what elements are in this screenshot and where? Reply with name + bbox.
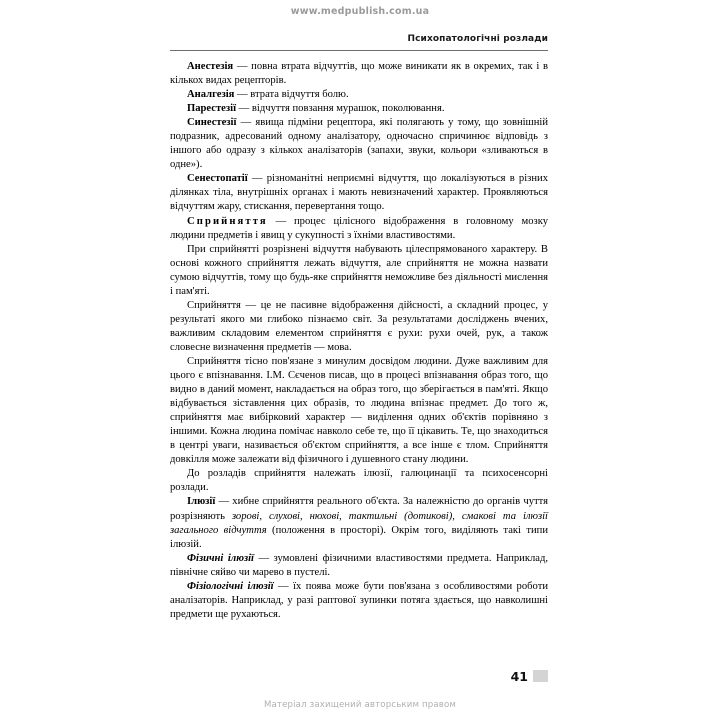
text-parestezii: — відчуття повзання мурашок, поколювання. xyxy=(236,103,445,115)
term-senestopatii: Сенестопатії xyxy=(187,173,248,185)
running-head-title: Психопатологічні розлади xyxy=(407,34,548,44)
text-spryiniattia-process: Сприйняття — це не пасивне відображення дійсності, а складний процес, у результаті якого ми глибоко пізнаємо світ. За результатами досліджень вчених, важливим складовим елементом сприйняття є рухи: рухи очей, рук, а також словесне визначення предметів — мова. xyxy=(170,299,548,353)
text-anesteziya: — повна втрата відчуттів, що може виникати як в окремих, так і в кількох видах рецепторів. xyxy=(170,61,548,87)
term-anesteziya: Анестезія xyxy=(187,61,234,72)
term-synesteziyi: Синестезії xyxy=(187,117,237,129)
folio-area xyxy=(170,667,548,683)
paragraph-pry-spryiniatti xyxy=(170,243,548,299)
term-parestezii: Парестезії xyxy=(187,103,237,115)
paragraph-analgeziya xyxy=(170,88,548,102)
paragraph-parestezii xyxy=(170,102,548,116)
text-spryiniattia-dosvid: Сприйняття тісно пов'язане з минулим досвідом людини. Дуже важливим для цього є впізнавання. І.М. Сєченов писав, що в процесі впізнавання образ того, що видно в даний момент, накладається на образ того, що зберігається в пам'яті. Якщо відбувається зіставлення цих образів, то людина впізнає предмет. До того ж, сприйняття має вибірковий характер — виділення одних об'єктів порівняно з іншими. Кожна людина помічає навколо себе те, що її цікавить. Те, що знаходиться в центрі уваги, називається об'єктом сприйняття, а все інше є тлом. Сприйняття довкілля може залежати від фізичного і душевного стану людини. xyxy=(170,355,548,466)
body-text-column xyxy=(170,60,548,622)
paragraph-fizychni-iliuzii xyxy=(170,552,548,580)
paragraph-synesteziyi xyxy=(170,116,548,172)
text-iliuzii-before: — хибне сприйняття реального об'єкта. За належністю до органів чуття розрізняють xyxy=(170,496,548,522)
text-pry-spryiniatti: При сприйнятті розрізнені відчуття набувають цілеспрямованого характеру. В основі кожного сприйняття лежать відчуття, але сприйняття не можна назвати сумою відчуттів, тому що будь-яке сприйняття неможливе без діяльності мислення і пам'яті. xyxy=(170,243,548,297)
paragraph-fiziologichni-iliuzii xyxy=(170,580,548,622)
paragraph-senestopatii xyxy=(170,172,548,214)
page-number: 41 xyxy=(510,668,528,684)
copyright-notice: Матеріал захищений авторським правом xyxy=(263,700,457,710)
term-analgeziya: Аналгезія xyxy=(187,89,235,101)
term-iliuzii: Ілюзії xyxy=(187,496,216,508)
site-url-watermark: www.medpublish.com.ua xyxy=(290,6,430,17)
text-fizychni-iliuzii: — зумовлені фізичними властивостями предмета. Наприклад, північне сяйво чи марево в пустелі. xyxy=(170,552,548,578)
folio-marker-block xyxy=(533,670,548,682)
paragraph-spryiniattia-definition xyxy=(170,215,548,243)
paragraph-spryiniattia-process xyxy=(170,299,548,355)
term-fizychni-iliuzii: Фізичні ілюзії xyxy=(187,552,254,564)
text-iliuzii-types-italic: зорові, слухові, нюхові, тактильні (дотикові), смакові та ілюзії загального відчуття xyxy=(170,510,548,536)
paragraph-iliuzii xyxy=(170,495,548,551)
paragraph-rozlady-spryiniattia xyxy=(170,467,548,495)
text-synesteziyi: — явища підміни рецептора, які полягають у тому, що зовнішній подразник, адресований одному аналізатору, одночасно спричинює відповідь з іншого або одразу з кількох аналізаторів (запахи, звуки, кольори «зливаються в одне»). xyxy=(170,117,548,171)
text-analgeziya: — втрата відчуття болю. xyxy=(234,89,349,101)
term-spryiniattia: Сприйняття xyxy=(187,215,268,227)
paragraph-anesteziya xyxy=(170,60,548,88)
text-rozlady-spryiniattia: До розладів сприйняття належать ілюзії, галюцинації та психосенсорні розлади. xyxy=(170,468,548,494)
text-spryiniattia-definition: — процес цілісного відображення в головному мозку людини предметів і явищ у сукупності з їхніми властивостями. xyxy=(170,215,548,241)
text-fiziologichni-iliuzii: — їх поява може бути пов'язана з особливостями роботи аналізаторів. Наприклад, у разі раптової зупинки потяга здається, що навколишні предмети ще рухаються. xyxy=(170,580,548,620)
text-senestopatii: — різноманітні неприємні відчуття, що локалізуються в різних ділянках тіла, внутрішніх органах і мають невизначений характер. Проявляються відчуттям жару, стискання, перевертання тощо. xyxy=(170,173,548,213)
text-iliuzii-after: (положення в просторі). Окрім того, виділяють такі типи ілюзій. xyxy=(170,524,548,550)
running-head-rule xyxy=(170,50,548,51)
term-fiziologichni-iliuzii: Фізіологічні ілюзії xyxy=(187,580,274,592)
paragraph-spryiniattia-dosvid xyxy=(170,355,548,467)
